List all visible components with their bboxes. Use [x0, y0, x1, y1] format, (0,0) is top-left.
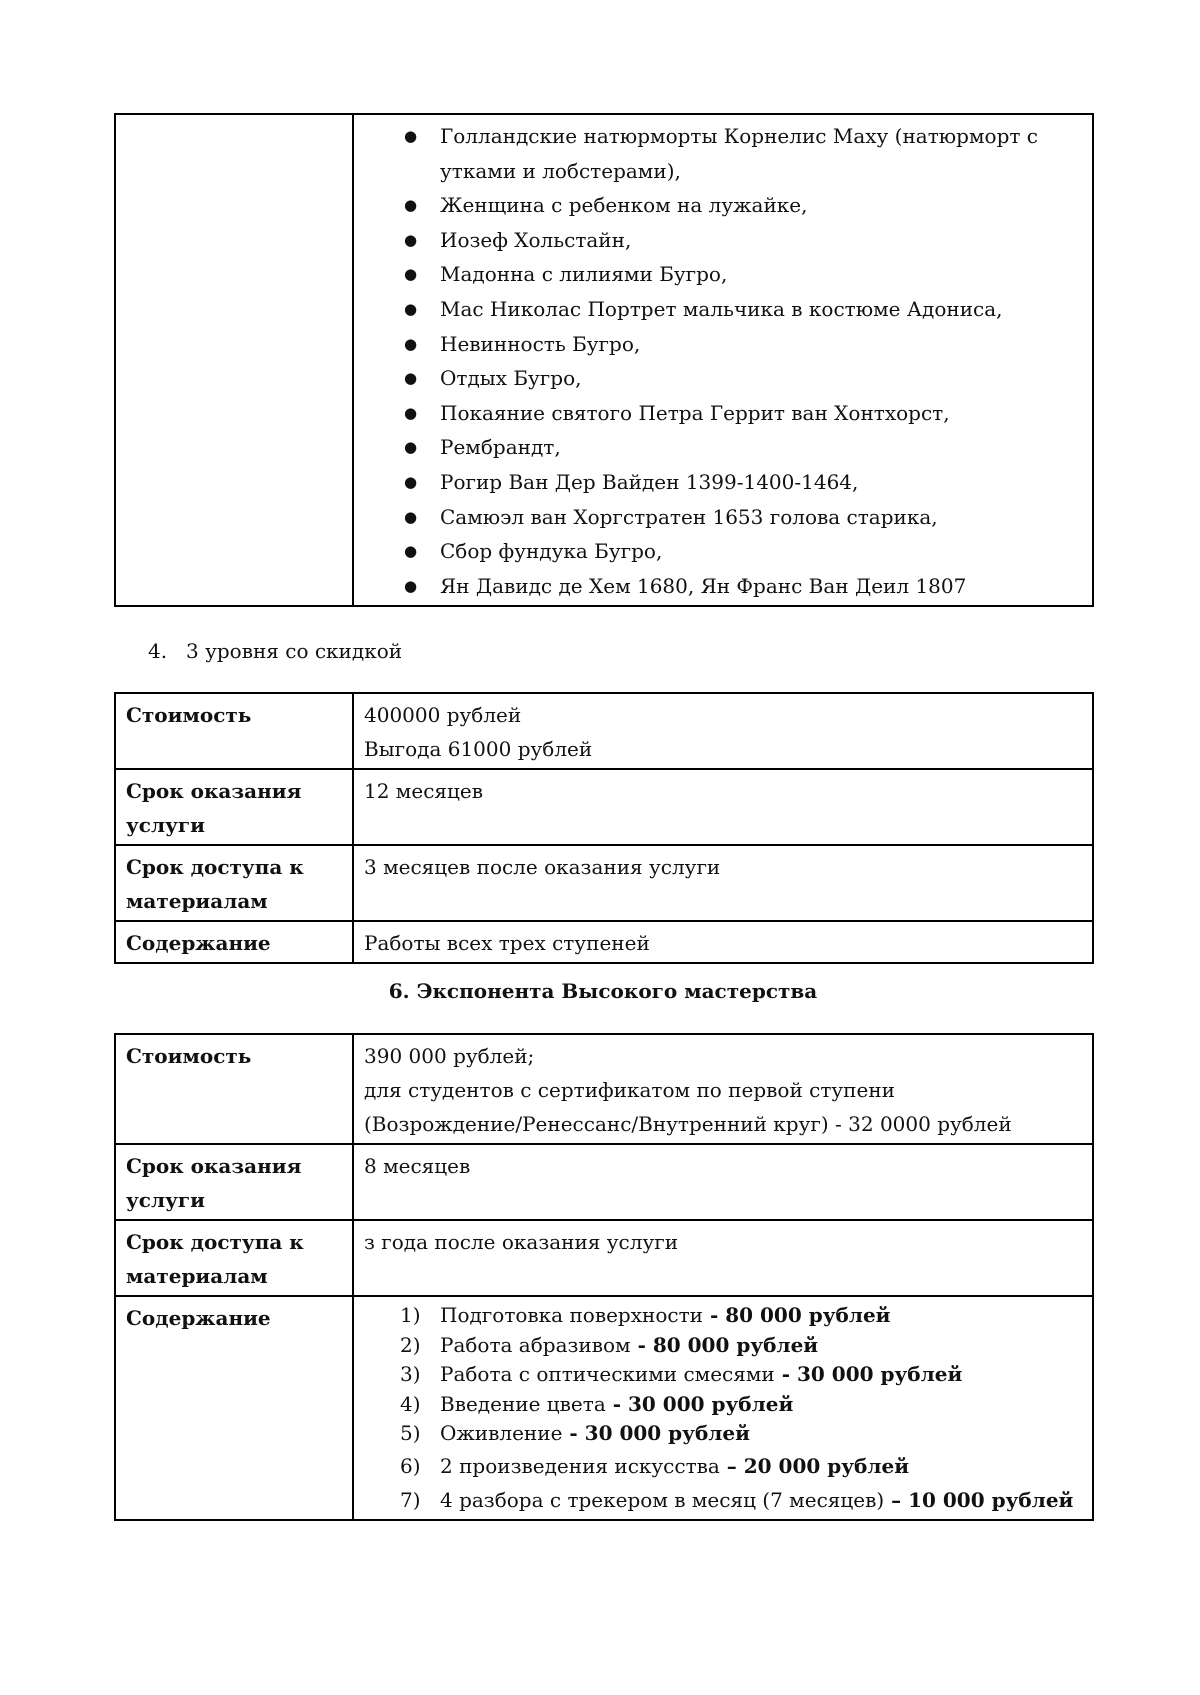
- content-label: Содержание: [115, 921, 353, 963]
- cost-value: 400000 рублей Выгода 61000 рублей: [353, 693, 1093, 769]
- list-item: 2) Работа абразивом - 80 000 рублей: [400, 1332, 819, 1357]
- price: 80 000 рублей: [725, 1303, 891, 1327]
- bullet-icon: ●: [404, 196, 418, 215]
- list-item: ● Голландские натюрморты Корнелис Маху (натюрморт с утками и лобстерами),: [404, 119, 1082, 188]
- price: 80 000 рублей: [652, 1332, 819, 1357]
- works-table: [114, 113, 1094, 607]
- access-value: 3 месяцев после оказания услуги: [353, 845, 1093, 921]
- bullet-icon: ●: [404, 576, 418, 595]
- cost-label: Стоимость: [115, 1034, 353, 1144]
- table-row: [115, 1144, 1093, 1220]
- table-row: [115, 921, 1093, 963]
- term-value: 8 месяцев: [353, 1144, 1093, 1220]
- list-item: ● Женщина с ребенком на лужайке,: [404, 188, 1082, 223]
- works-cell: [353, 114, 1093, 606]
- list-item: ● Отдых Бугро,: [404, 361, 1082, 396]
- section6-title: 6. Экспонента Высокого мастерства: [388, 979, 818, 1003]
- bullet-icon: ●: [404, 265, 418, 284]
- bullet-icon: ●: [404, 438, 418, 457]
- price: 30 000 рублей: [627, 1391, 794, 1416]
- term-value: 12 месяцев: [353, 769, 1093, 845]
- price: 20 000 рублей: [743, 1453, 910, 1478]
- list-item: 5) Оживление - 30 000 рублей: [400, 1421, 750, 1445]
- list-item: 3) Работа с оптическими смесями - 30 000 рублей: [400, 1362, 963, 1386]
- term-label: Срок оказания услуги: [115, 1144, 353, 1220]
- bullet-icon: ●: [404, 472, 418, 491]
- table-row: [115, 693, 1093, 769]
- list-item: ● Рембрандт,: [404, 430, 1082, 465]
- bullet-icon: ●: [404, 127, 418, 145]
- table-row: [115, 1296, 1093, 1520]
- list-item: 7) 4 разбора с трекером в месяц (7 месяцев) – 10 000 рублей: [400, 1487, 1074, 1512]
- empty-label-cell: [115, 114, 353, 606]
- table-row: [115, 1034, 1093, 1144]
- bullet-icon: ●: [404, 542, 418, 561]
- content-label: Содержание: [115, 1296, 353, 1520]
- works-list: [364, 119, 1082, 603]
- section4-title: 3 уровня со скидкой: [186, 639, 403, 663]
- access-label: Срок доступа к материалам: [115, 1220, 353, 1296]
- content-value: [353, 1296, 1093, 1520]
- table-row: [115, 769, 1093, 845]
- section4-number: 4.: [148, 639, 168, 663]
- price: 10 000 рублей: [908, 1487, 1074, 1512]
- price: 30 000 рублей: [584, 1421, 750, 1445]
- bullet-icon: ●: [404, 403, 418, 422]
- bullet-icon: ●: [404, 230, 418, 249]
- list-item: ● Невинность Бугро,: [404, 327, 1082, 362]
- term-label: Срок оказания услуги: [115, 769, 353, 845]
- list-item: 4) Введение цвета - 30 000 рублей: [400, 1391, 794, 1416]
- list-item: 1) Подготовка поверхности - 80 000 рублей: [400, 1303, 891, 1327]
- access-label: Срок доступа к материалам: [115, 845, 353, 921]
- list-item: ● Мас Николас Портрет мальчика в костюме Адониса,: [404, 292, 1082, 327]
- list-item: ● Ян Давидс де Хем 1680, Ян Франс Ван Деил 1807: [404, 569, 1082, 604]
- access-value: з года после оказания услуги: [353, 1220, 1093, 1296]
- list-item: ● Рогир Ван Дер Вайден 1399-1400-1464,: [404, 465, 1082, 500]
- list-item: ● Мадонна с лилиями Бугро,: [404, 257, 1082, 292]
- steps-list: [364, 1301, 1082, 1517]
- cost-label: Стоимость: [115, 693, 353, 769]
- bullet-icon: ●: [404, 507, 418, 526]
- table-row: [115, 845, 1093, 921]
- list-item: 6) 2 произведения искусства – 20 000 рублей: [400, 1453, 910, 1478]
- list-item: ● Покаяние святого Петра Геррит ван Хонтхорст,: [404, 396, 1082, 431]
- bullet-icon: ●: [404, 369, 418, 388]
- section4-heading: [148, 634, 402, 668]
- price: 30 000 рублей: [797, 1362, 963, 1386]
- table-row: [115, 114, 1093, 606]
- list-item: ● Сбор фундука Бугро,: [404, 534, 1082, 569]
- table-row: [115, 1220, 1093, 1296]
- content-value: Работы всех трех ступеней: [353, 921, 1093, 963]
- list-item: ● Самюэл ван Хоргстратен 1653 голова старика,: [404, 500, 1082, 535]
- bullet-icon: ●: [404, 299, 418, 318]
- bullet-icon: ●: [404, 334, 418, 353]
- list-item: ● Иозеф Хольстайн,: [404, 223, 1082, 258]
- section4-table: [114, 692, 1094, 964]
- section6-table: [114, 1033, 1094, 1521]
- cost-value: 390 000 рублей; для студентов с сертификатом по первой ступени (Возрождение/Ренессанс/Внутренний круг) - 32 0000 рублей: [353, 1034, 1093, 1144]
